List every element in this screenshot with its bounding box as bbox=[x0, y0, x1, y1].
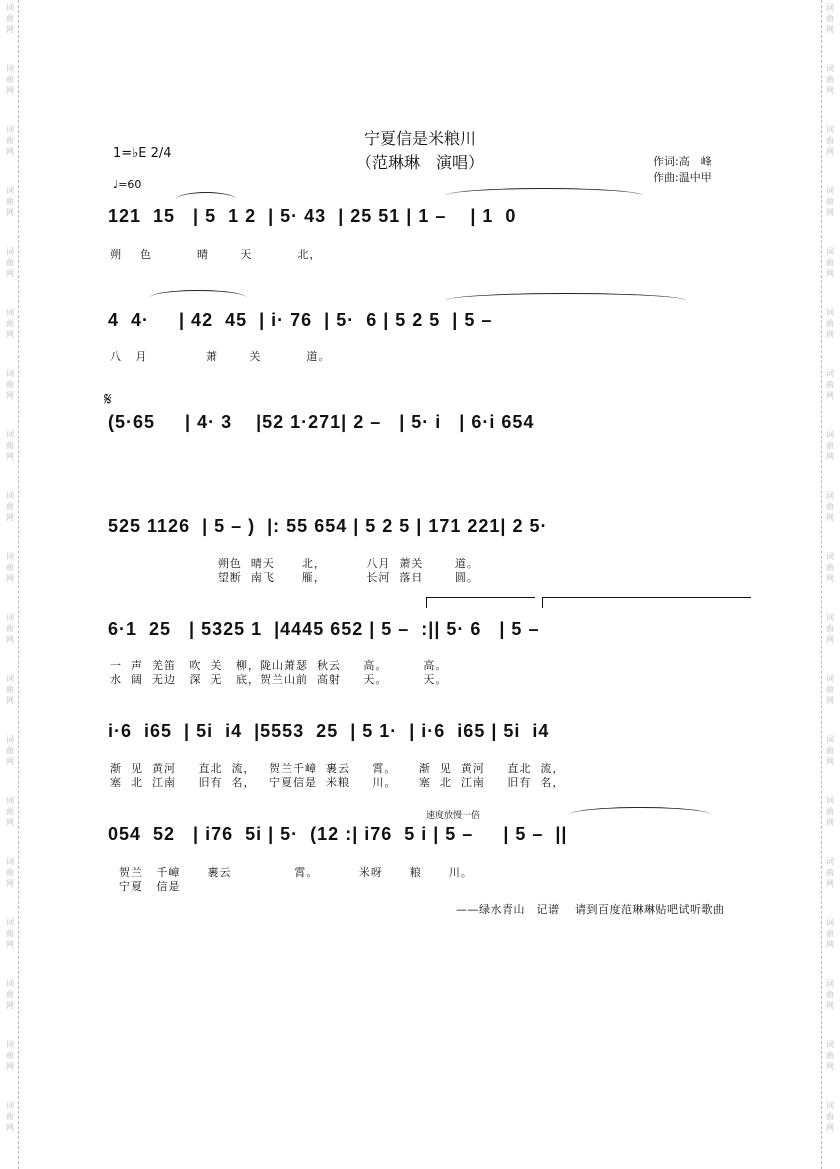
slur-mark bbox=[570, 807, 710, 822]
watermark-text: 词 曲 网 bbox=[6, 3, 14, 34]
lyricist-credit: 作词:高 峰 bbox=[653, 155, 712, 168]
watermark-text: 词 曲 网 bbox=[6, 247, 14, 278]
watermark-text: 词 曲 网 bbox=[6, 674, 14, 705]
song-subtitle: （范琳琳 演唱） bbox=[355, 153, 484, 172]
transcriber-footer: ——绿水青山 记谱 请到百度范琳琳贴吧试听歌曲 bbox=[456, 903, 725, 916]
watermark-text: 词 曲 网 bbox=[826, 369, 834, 400]
watermark-text: 词 曲 网 bbox=[826, 796, 834, 827]
watermark-text: 词 曲 网 bbox=[826, 1101, 834, 1132]
watermark-text: 词 曲 网 bbox=[6, 552, 14, 583]
watermark-text: 词 曲 网 bbox=[826, 430, 834, 461]
lyric-row-6b: 塞 北 江南 旧有 名， 宁夏信是 米粮 川。 塞 北 江南 旧有 名， bbox=[110, 776, 565, 789]
watermark-text: 词 曲 网 bbox=[826, 491, 834, 522]
segno-icon: 𝄋 bbox=[104, 389, 112, 410]
second-ending-bracket bbox=[542, 597, 751, 608]
watermark-text: 词 曲 网 bbox=[6, 918, 14, 949]
notation-row-1: 121 15 | 5 1 2 | 5· 43 | 25 51 | 1 – | 1 0 bbox=[108, 206, 517, 226]
lyric-row-4a: 朔色 晴天 北， 八月 萧关 道。 bbox=[110, 557, 479, 570]
composer-credit: 作曲:温中甲 bbox=[653, 171, 712, 184]
watermark-text: 词 曲 网 bbox=[6, 613, 14, 644]
watermark-text: 词 曲 网 bbox=[6, 979, 14, 1010]
slur-mark bbox=[150, 290, 246, 305]
watermark-text: 词 曲 网 bbox=[6, 1101, 14, 1132]
tempo-change-mark: 速度放慢一倍 bbox=[426, 811, 481, 821]
lyric-row-4b: 望断 南飞 雁， 长河 落日 圆。 bbox=[110, 571, 479, 584]
watermark-text: 词 曲 网 bbox=[826, 979, 834, 1010]
lyric-row-2: 八 月 萧 关 道。 bbox=[110, 350, 331, 363]
slur-mark bbox=[446, 188, 642, 203]
watermark-text: 词 曲 网 bbox=[826, 552, 834, 583]
watermark-text: 词 曲 网 bbox=[826, 918, 834, 949]
notation-row-7: 054 52 | i76 5i | 5· (12 :| i76 5 i | 5 – | 5 – || bbox=[108, 824, 568, 844]
first-ending-bracket bbox=[426, 597, 535, 608]
notation-row-4: 525 1126 | 5 – ) |: 55 654 | 5 2 5 | 171 221| 2 5· bbox=[108, 516, 548, 536]
notation-row-2: 4 4· | 42 45 | i· 76 | 5· 6 | 5 2 5 | 5 – bbox=[108, 310, 493, 330]
lyric-row-5b: 水 阔 无边 深 无 底，贺兰山前 高射 天。 天。 bbox=[110, 673, 448, 686]
watermark-text: 词 曲 网 bbox=[826, 125, 834, 156]
watermark-text: 词 曲 网 bbox=[6, 308, 14, 339]
watermark-text: 词 曲 网 bbox=[826, 186, 834, 217]
lyric-row-1: 朔 色 晴 天 北， bbox=[110, 248, 322, 261]
watermark-text: 词 曲 网 bbox=[826, 674, 834, 705]
watermark-text: 词 曲 网 bbox=[826, 613, 834, 644]
watermark-text: 词 曲 网 bbox=[6, 125, 14, 156]
watermark-text: 词 曲 网 bbox=[826, 308, 834, 339]
watermark-text: 词 曲 网 bbox=[6, 857, 14, 888]
watermark-text: 词 曲 网 bbox=[6, 735, 14, 766]
watermark-text: 词 曲 网 bbox=[826, 3, 834, 34]
right-margin-watermark bbox=[821, 0, 836, 1169]
left-margin-watermark bbox=[4, 0, 19, 1169]
notation-row-3: (5·65 | 4· 3 |52 1·271| 2 – | 5· i | 6·i 654 bbox=[108, 412, 535, 432]
song-title: 宁夏信是米粮川 bbox=[363, 129, 476, 148]
slur-mark bbox=[446, 293, 686, 308]
watermark-text: 词 曲 网 bbox=[826, 735, 834, 766]
notation-row-6: i·6 i65 | 5i i4 |5553 25 | 5 1· | i·6 i65 | 5i i4 bbox=[108, 721, 550, 741]
notation-row-5: 6·1 25 | 5325 1 |4445 652 | 5 – :|| 5· 6 | 5 – bbox=[108, 619, 540, 639]
lyric-row-7b: 宁夏 信是 bbox=[110, 880, 181, 893]
watermark-text: 词 曲 网 bbox=[826, 1040, 834, 1071]
tempo-marking: ♩=60 bbox=[113, 178, 142, 191]
lyric-row-7a: 贺兰 千嶂 裹云 霄。 米呀 粮 川。 bbox=[110, 866, 473, 879]
lyric-row-6a: 渐 见 黄河 直北 流， 贺兰千嶂 裹云 霄。 渐 见 黄河 直北 流， bbox=[110, 762, 565, 775]
watermark-text: 词 曲 网 bbox=[6, 64, 14, 95]
watermark-text: 词 曲 网 bbox=[826, 64, 834, 95]
slur-mark bbox=[176, 192, 236, 207]
watermark-text: 词 曲 网 bbox=[826, 247, 834, 278]
watermark-text: 词 曲 网 bbox=[6, 796, 14, 827]
watermark-text: 词 曲 网 bbox=[6, 186, 14, 217]
watermark-text: 词 曲 网 bbox=[6, 430, 14, 461]
watermark-text: 词 曲 网 bbox=[6, 491, 14, 522]
key-signature: 1=♭E 2/4 bbox=[113, 146, 172, 161]
watermark-text: 词 曲 网 bbox=[826, 857, 834, 888]
lyric-row-5a: 一 声 羌笛 吹 关 柳，陇山萧瑟 秋云 高。 高。 bbox=[110, 659, 448, 672]
watermark-text: 词 曲 网 bbox=[6, 369, 14, 400]
watermark-text: 词 曲 网 bbox=[6, 1040, 14, 1071]
